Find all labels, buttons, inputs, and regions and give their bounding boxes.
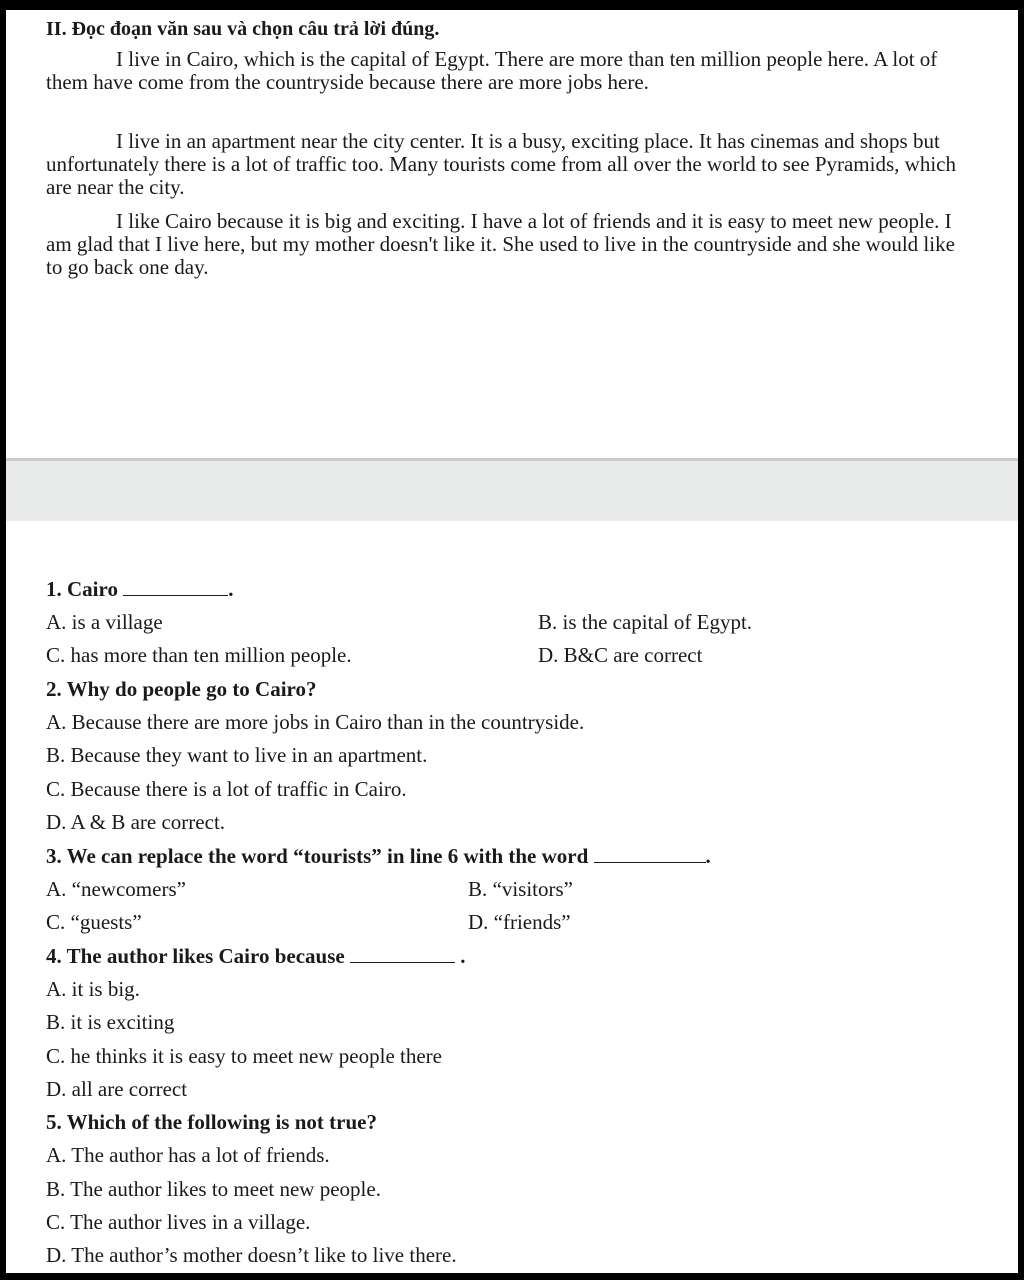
q3-option-a: A. “newcomers”	[46, 877, 186, 901]
q2-option-a: A. Because there are more jobs in Cairo than in the countryside.	[46, 710, 585, 734]
question-3-stem: 3. We can replace the word “tourists” in line 6 with the word	[46, 844, 589, 868]
q1-option-a: A. is a village	[46, 610, 163, 634]
q5-option-a: A. The author has a lot of friends.	[46, 1143, 330, 1167]
q5-option-b: B. The author likes to meet new people.	[46, 1177, 381, 1201]
question-4-tail: .	[460, 944, 466, 968]
question-1-stem: 1. Cairo	[46, 577, 118, 601]
reading-paragraph-2: I live in an apartment near the city center. It is a busy, exciting place. It has cinemas and shops but unfortunately there is a lot of traffic too. Many tourists come from all over the world to see Pyramids, which are near the city.	[46, 129, 956, 199]
question-3	[46, 844, 711, 868]
q4-option-c: C. he thinks it is easy to meet new people there	[46, 1044, 442, 1068]
q1-option-c: C. has more than ten million people.	[46, 643, 352, 667]
document-page-top	[6, 10, 1018, 458]
q3-option-b: B. “visitors”	[468, 877, 573, 901]
q3-option-c: C. “guests”	[46, 910, 142, 934]
q2-option-b: B. Because they want to live in an apartment.	[46, 743, 428, 767]
question-1-tail: .	[228, 577, 234, 601]
q1-option-b: B. is the capital of Egypt.	[538, 610, 753, 634]
page-separator	[6, 458, 1018, 524]
question-1	[46, 577, 233, 601]
question-3-tail: .	[705, 844, 711, 868]
q4-option-a: A. it is big.	[46, 977, 140, 1001]
q5-option-d: D. The author’s mother doesn’t like to live there.	[46, 1243, 457, 1267]
question-4	[46, 944, 465, 968]
reading-paragraph-3: I like Cairo because it is big and exciting. I have a lot of friends and it is easy to meet new people. I am glad that I live here, but my mother doesn't like it. She used to live in the countryside and she would like to go back one day.	[46, 209, 955, 279]
q5-option-c: C. The author lives in a village.	[46, 1210, 311, 1234]
q2-option-c: C. Because there is a lot of traffic in Cairo.	[46, 777, 407, 801]
q4-option-d: D. all are correct	[46, 1077, 188, 1101]
reading-paragraph-1: I live in Cairo, which is the capital of Egypt. There are more than ten million people here. A lot of them have come from the countryside because there are more jobs here.	[46, 47, 938, 94]
document-page-bottom	[6, 521, 1018, 1273]
q1-option-d: D. B&C are correct	[538, 643, 703, 667]
question-2: 2. Why do people go to Cairo?	[46, 677, 317, 701]
answer-blank	[594, 844, 706, 863]
section-heading: II. Đọc đoạn văn sau và chọn câu trả lời đúng.	[46, 18, 440, 40]
question-4-stem: 4. The author likes Cairo because	[46, 944, 345, 968]
q3-option-d: D. “friends”	[468, 910, 571, 934]
answer-blank	[350, 944, 455, 963]
answer-blank	[123, 577, 228, 596]
question-5: 5. Which of the following is not true?	[46, 1110, 377, 1134]
q4-option-b: B. it is exciting	[46, 1010, 175, 1034]
q2-option-d: D. A & B are correct.	[46, 810, 226, 834]
